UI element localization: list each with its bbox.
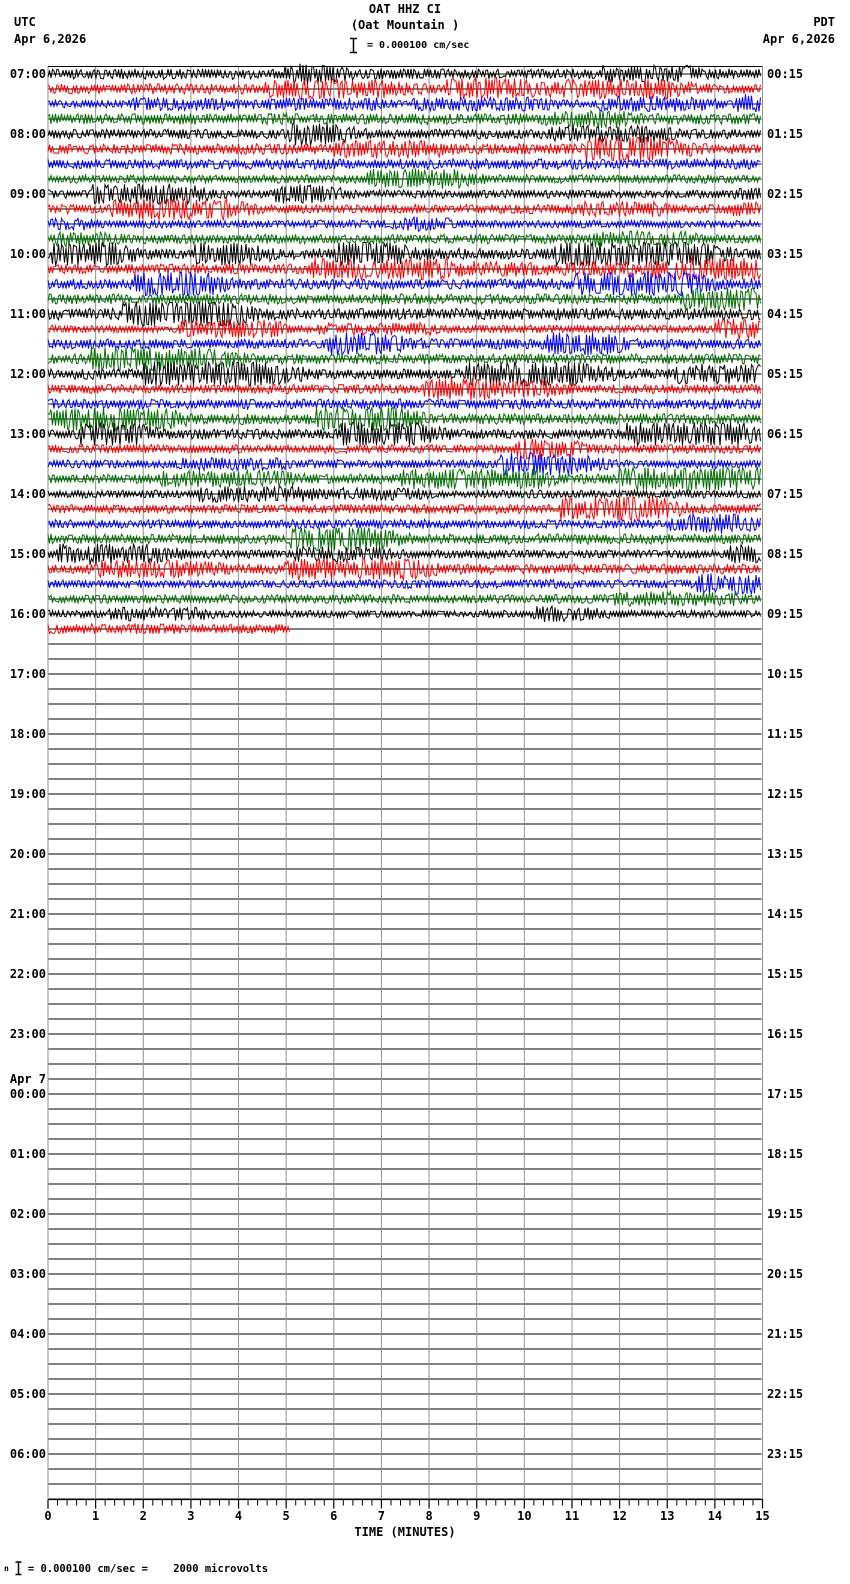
utc-hour-label: 10:00 [9, 247, 46, 261]
seismogram-trace [48, 78, 761, 100]
seismogram-trace [48, 468, 761, 491]
utc-hour-label: 17:00 [9, 667, 46, 681]
utc-hour-label: 21:00 [9, 907, 46, 921]
pdt-hour-label: 13:15 [767, 847, 804, 861]
x-axis-tick-label: 8 [425, 1509, 433, 1523]
pdt-hour-label: 20:15 [767, 1267, 804, 1281]
utc-hour-label: 02:00 [9, 1207, 46, 1221]
utc-hour-label: 14:00 [9, 487, 46, 501]
pdt-hour-label: 04:15 [767, 307, 804, 321]
seismogram-trace [48, 408, 761, 431]
pdt-hour-label: 14:15 [767, 907, 804, 921]
left-date-label: Apr 6,2026 [14, 32, 87, 46]
pdt-hour-label: 21:15 [767, 1327, 804, 1341]
pdt-hour-label: 18:15 [767, 1147, 804, 1161]
pdt-hour-label: 08:15 [767, 547, 804, 561]
calibration-mark: n [4, 1563, 9, 1573]
utc-hour-label: 18:00 [9, 727, 46, 741]
pdt-hour-label: 05:15 [767, 367, 804, 381]
pdt-hour-label: 15:15 [767, 967, 804, 981]
pdt-hour-label: 23:15 [767, 1447, 804, 1461]
x-axis-tick-label: 1 [92, 1509, 100, 1523]
pdt-hour-label: 16:15 [767, 1027, 804, 1041]
amplitude-scale-label: = 0.000100 cm/sec [367, 40, 470, 51]
seismogram-trace [48, 243, 761, 266]
x-axis-tick-label: 6 [330, 1509, 338, 1523]
utc-hour-label: 04:00 [9, 1327, 46, 1341]
utc-hour-label: 16:00 [9, 607, 46, 621]
pdt-hour-label: 11:15 [767, 727, 804, 741]
x-axis-tick-label: 9 [473, 1509, 481, 1523]
x-axis-tick-label: 15 [755, 1509, 770, 1523]
seismogram-trace [48, 439, 761, 460]
seismogram-trace [48, 606, 761, 622]
pdt-hour-label: 03:15 [767, 247, 804, 261]
x-axis-tick-label: 3 [187, 1509, 195, 1523]
pdt-hour-label: 01:15 [767, 127, 804, 141]
x-axis-tick-label: 2 [139, 1509, 147, 1523]
right-date-label: Apr 6,2026 [762, 32, 835, 46]
x-axis-tick-label: 11 [564, 1509, 580, 1523]
pdt-hour-label: 00:15 [767, 67, 804, 81]
utc-hour-label: 13:00 [9, 427, 46, 441]
seismogram-trace [48, 94, 761, 112]
date-note: Apr 7 [9, 1072, 46, 1086]
x-axis-tick-label: 14 [707, 1509, 723, 1523]
utc-hour-label: 03:00 [9, 1267, 46, 1281]
pdt-hour-label: 02:15 [767, 187, 804, 201]
utc-hour-label: 12:00 [9, 367, 46, 381]
pdt-hour-label: 19:15 [767, 1207, 804, 1221]
seismogram-trace [48, 217, 761, 231]
utc-hour-label: 23:00 [9, 1027, 46, 1041]
utc-hour-label: 20:00 [9, 847, 46, 861]
utc-hour-label: 09:00 [9, 187, 46, 201]
utc-hour-label: 01:00 [9, 1147, 46, 1161]
calibration-label: = 0.000100 cm/sec = 2000 microvolts [27, 1562, 269, 1575]
x-axis-title: TIME (MINUTES) [354, 1525, 456, 1539]
utc-hour-label: 05:00 [9, 1387, 46, 1401]
left-timezone-label: UTC [14, 15, 36, 29]
utc-hour-label: 15:00 [9, 547, 46, 561]
pdt-hour-label: 07:15 [767, 487, 804, 501]
pdt-hour-label: 10:15 [767, 667, 804, 681]
x-axis-tick-label: 12 [612, 1509, 627, 1523]
x-axis-tick-label: 7 [377, 1509, 386, 1523]
pdt-hour-label: 12:15 [767, 787, 804, 801]
utc-hour-label: 11:00 [9, 307, 46, 321]
pdt-hour-label: 22:15 [767, 1387, 804, 1401]
utc-hour-label: 19:00 [9, 787, 46, 801]
pdt-hour-label: 17:15 [767, 1087, 804, 1101]
pdt-hour-label: 09:15 [767, 607, 804, 621]
seismogram-trace [48, 333, 761, 356]
x-axis-tick-label: 4 [234, 1509, 243, 1523]
seismogram-trace [48, 592, 761, 607]
utc-hour-label: 07:00 [9, 67, 46, 81]
station-subtitle: (Oat Mountain ) [350, 18, 460, 32]
calibration-scale-bar-icon [15, 1561, 22, 1576]
station-title: OAT HHZ CI [368, 2, 442, 16]
calibration-note [4, 1561, 268, 1576]
right-timezone-label: PDT [813, 15, 835, 29]
x-axis-tick-label: 5 [282, 1509, 290, 1523]
x-axis-tick-label: 13 [659, 1509, 675, 1523]
x-axis-tick-label: 0 [44, 1509, 52, 1523]
x-axis-tick-label: 10 [517, 1509, 532, 1523]
utc-hour-label: 06:00 [9, 1447, 46, 1461]
utc-hour-label: 00:00 [9, 1087, 46, 1101]
utc-hour-label: 08:00 [9, 127, 46, 141]
utc-hour-label: 22:00 [9, 967, 46, 981]
pdt-hour-label: 06:15 [767, 427, 804, 441]
